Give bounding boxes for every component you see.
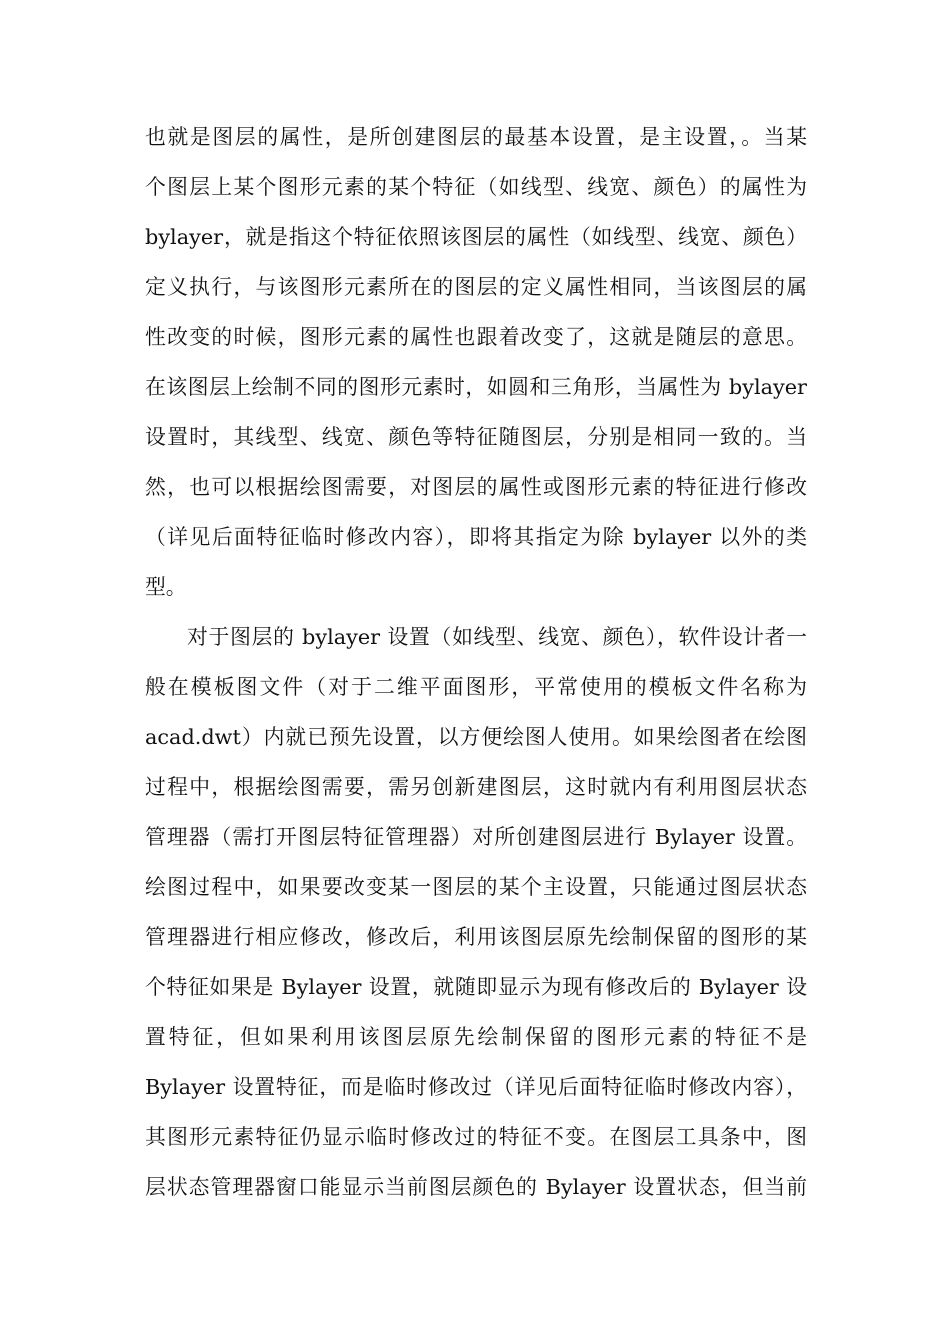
text-line: 个特征如果是 Bylayer 设置，就随即显示为现有修改后的 Bylayer 设 bbox=[145, 975, 807, 999]
text-line: 般在模板图文件（对于二维平面图形，平常使用的模板文件名称为 bbox=[145, 675, 807, 699]
text-line: 过程中，根据绘图需要，需另创新建图层，这时就内有利用图层状态 bbox=[145, 775, 807, 799]
text-line: 置特征，但如果利用该图层原先绘制保留的图形元素的特征不是 bbox=[145, 1025, 807, 1049]
text-line-last: 型。 bbox=[145, 575, 187, 599]
text-line: 管理器（需打开图层特征管理器）对所创建图层进行 Bylayer 设置。 bbox=[145, 825, 807, 849]
paragraph-1 bbox=[145, 112, 807, 612]
text-line: 层状态管理器窗口能显示当前图层颜色的 Bylayer 设置状态，但当前 bbox=[145, 1175, 807, 1199]
text-line: 管理器进行相应修改，修改后，利用该图层原先绘制保留的图形的某 bbox=[145, 925, 807, 949]
text-line-first: 对于图层的 bylayer 设置（如线型、线宽、颜色），软件设计者一 bbox=[187, 625, 807, 649]
text-line: 个图层上某个图形元素的某个特征（如线型、线宽、颜色）的属性为 bbox=[145, 175, 807, 199]
text-line: （详见后面特征临时修改内容），即将其指定为除 bylayer 以外的类 bbox=[145, 525, 807, 549]
text-line: 其图形元素特征仍显示临时修改过的特征不变。在图层工具条中，图 bbox=[145, 1125, 807, 1149]
text-line: acad.dwt）内就已预先设置，以方便绘图人使用。如果绘图者在绘图 bbox=[145, 725, 807, 749]
text-line: 绘图过程中，如果要改变某一图层的某个主设置，只能通过图层状态 bbox=[145, 875, 807, 899]
text-line: 然，也可以根据绘图需要，对图层的属性或图形元素的特征进行修改 bbox=[145, 475, 807, 499]
text-line: 性改变的时候，图形元素的属性也跟着改变了，这就是随层的意思。 bbox=[145, 325, 807, 349]
text-line: 也就是图层的属性，是所创建图层的最基本设置，是主设置，。当某 bbox=[145, 125, 807, 149]
document-page bbox=[145, 112, 807, 1212]
text-line: bylayer，就是指这个特征依照该图层的属性（如线型、线宽、颜色） bbox=[145, 225, 807, 249]
paragraph-2 bbox=[145, 612, 807, 1212]
text-line: 设置时，其线型、线宽、颜色等特征随图层，分别是相同一致的。当 bbox=[145, 425, 807, 449]
text-line: 定义执行，与该图形元素所在的图层的定义属性相同，当该图层的属 bbox=[145, 275, 807, 299]
text-line: 在该图层上绘制不同的图形元素时，如圆和三角形，当属性为 bylayer bbox=[145, 375, 807, 399]
text-line: Bylayer 设置特征，而是临时修改过（详见后面特征临时修改内容）， bbox=[145, 1075, 807, 1099]
